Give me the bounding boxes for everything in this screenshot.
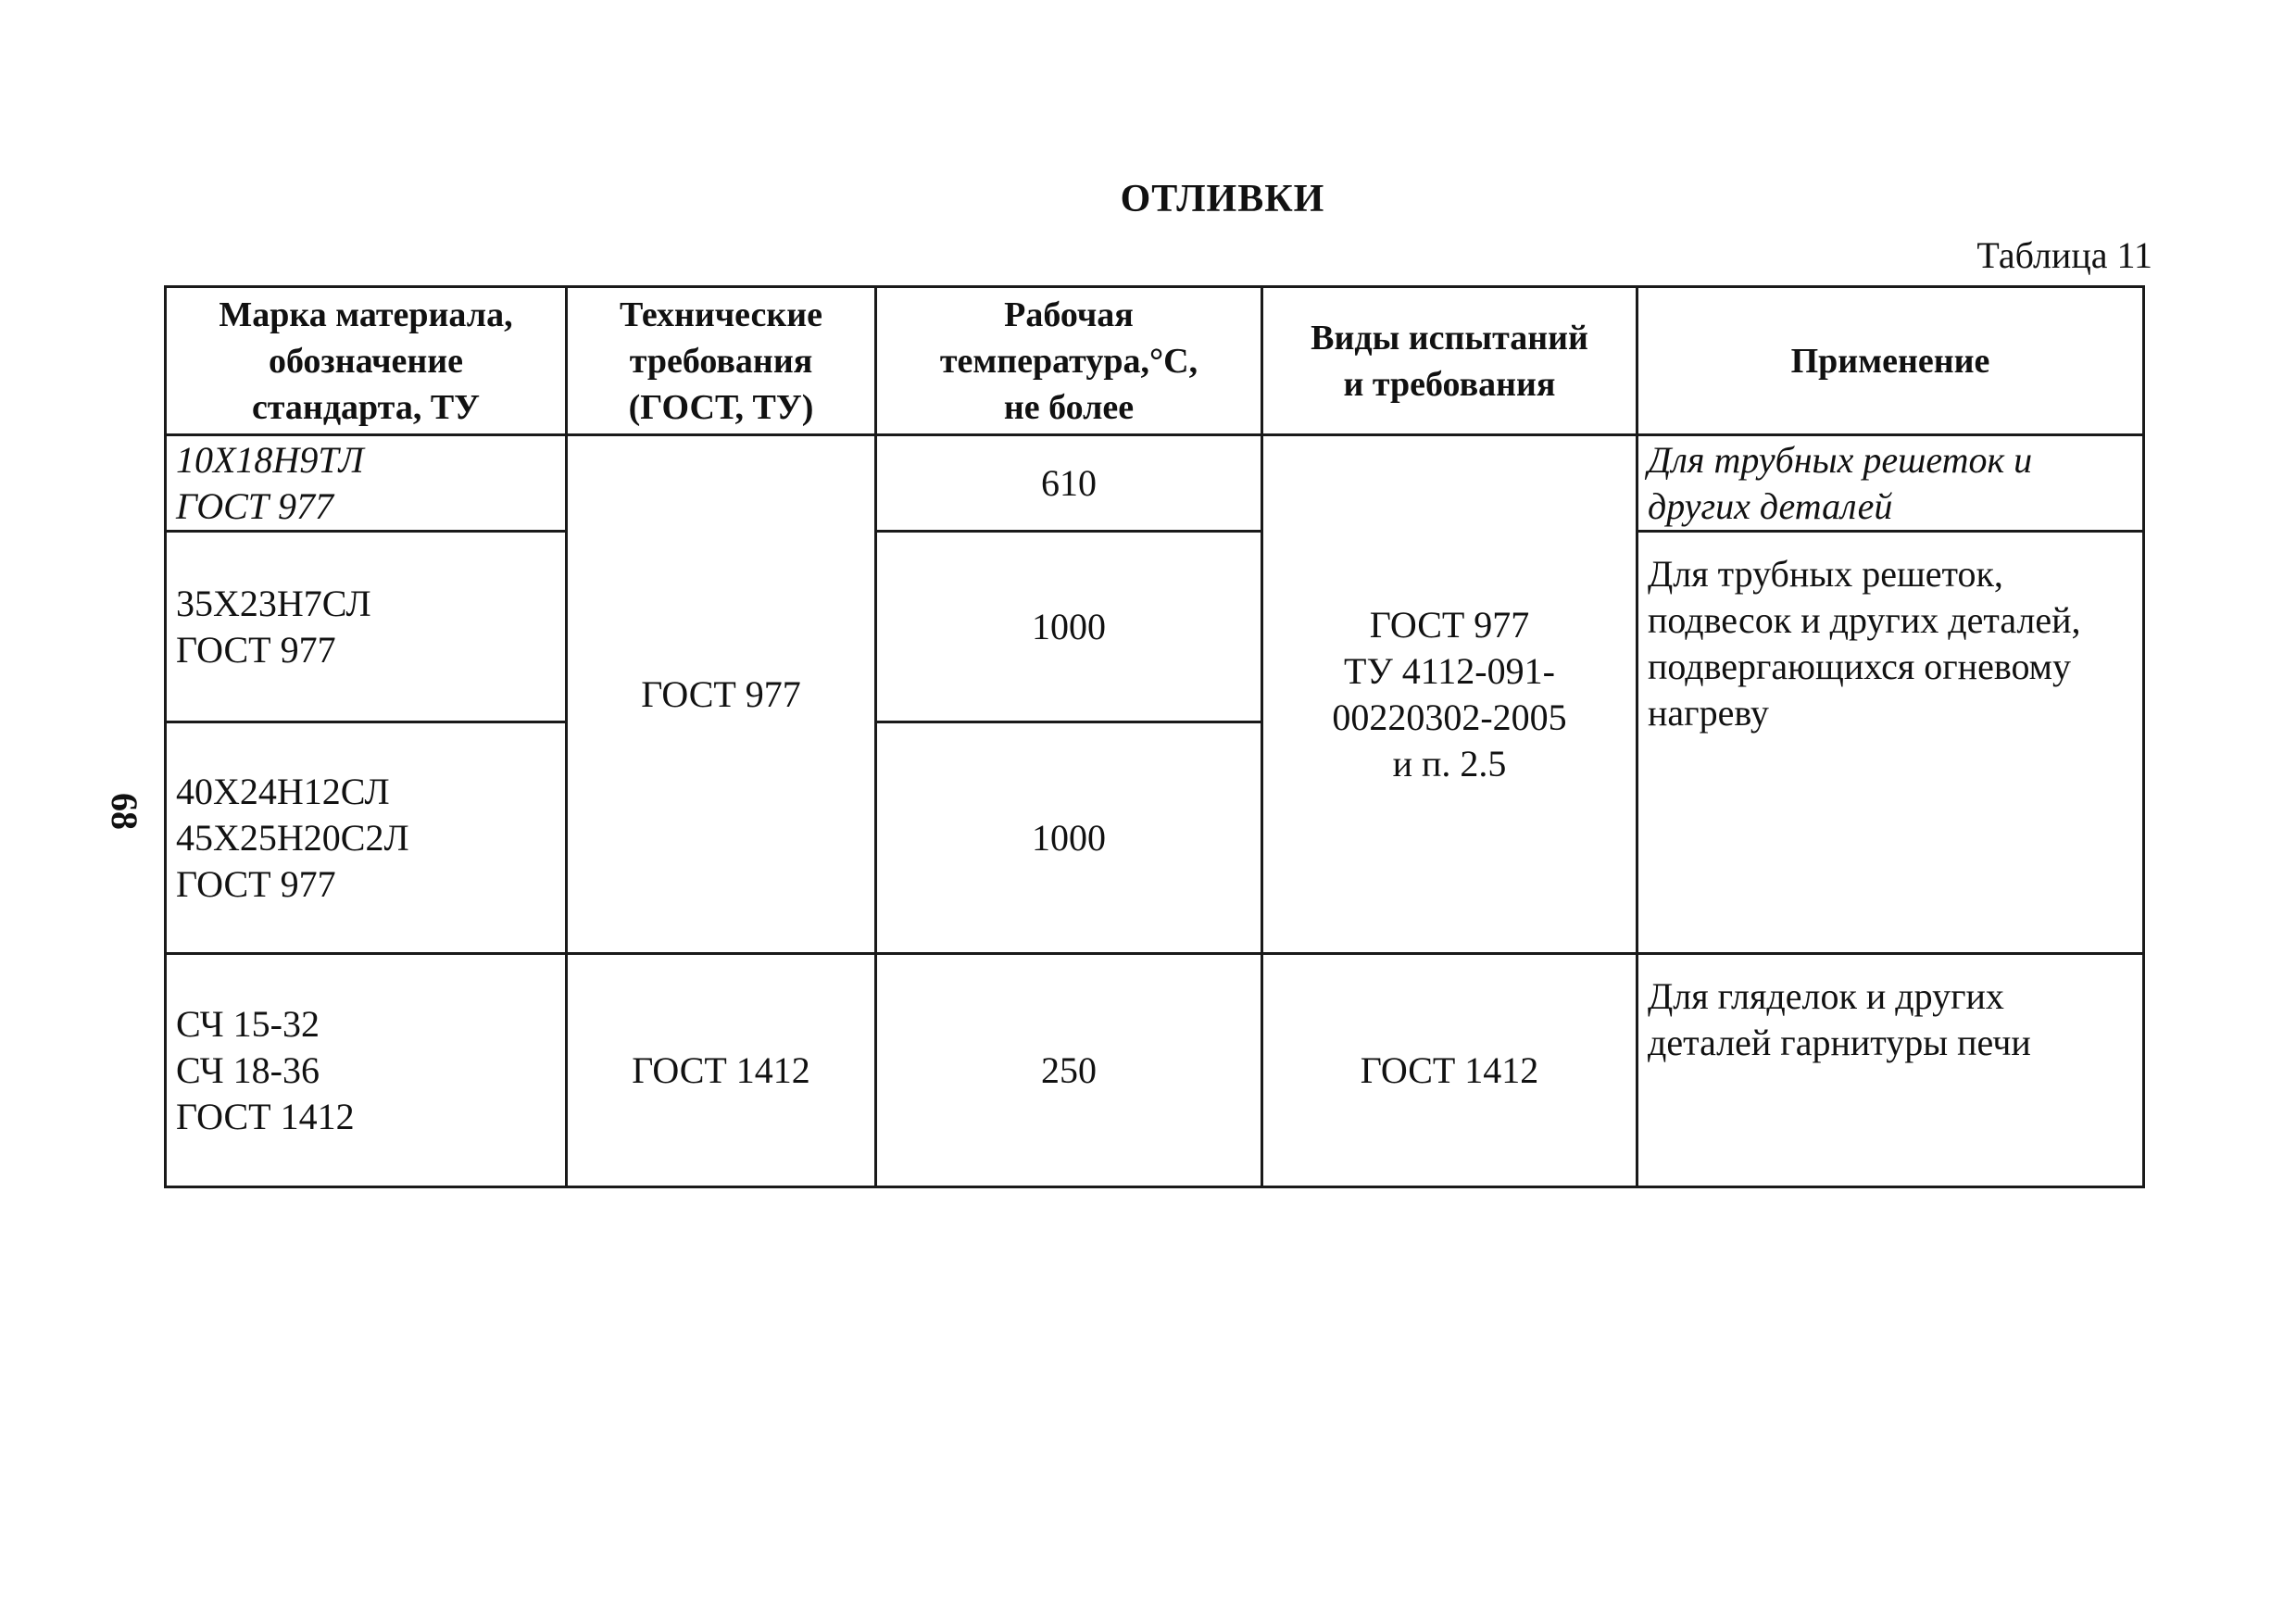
header-material: Марка материала, обозначение стандарта, ТУ [166, 287, 567, 435]
header-tech-requirements: Технические требования (ГОСТ, ТУ) [567, 287, 876, 435]
page-number: 68 [104, 793, 145, 830]
row1-application: Для трубных решеток и других деталей [1637, 435, 2144, 532]
table-row [166, 954, 2144, 1187]
tech-req-group1: ГОСТ 977 [567, 435, 876, 954]
tests-group1: ГОСТ 977 ТУ 4112-091- 00220302-2005 и п. 2.5 [1262, 435, 1637, 954]
row2-material: 35Х23Н7СЛ ГОСТ 977 [166, 532, 567, 722]
castings-table [164, 285, 2145, 1188]
header-working-temperature: Рабочая температура,°С, не более [876, 287, 1262, 435]
row1-temperature: 610 [876, 435, 1262, 532]
table-label: Таблица 11 [1976, 234, 2152, 276]
row2-application: Для трубных решеток, подвесок и других деталей, подвергающихся огневому нагреву [1637, 532, 2144, 954]
row1-material: 10Х18Н9ТЛ ГОСТ 977 [166, 435, 567, 532]
row4-tests: ГОСТ 1412 [1262, 954, 1637, 1187]
row4-application: Для гляделок и других деталей гарнитуры печи [1637, 954, 2144, 1187]
page-title: ОТЛИВКИ [1120, 178, 1325, 220]
row4-tech-req: ГОСТ 1412 [567, 954, 876, 1187]
table-row [166, 532, 2144, 722]
row3-material: 40Х24Н12СЛ 45Х25Н20С2Л ГОСТ 977 [166, 722, 567, 954]
row2-temperature: 1000 [876, 532, 1262, 722]
table-header-row [166, 287, 2144, 435]
header-application: Применение [1637, 287, 2144, 435]
table-row [166, 435, 2144, 532]
header-tests: Виды испытаний и требования [1262, 287, 1637, 435]
row4-temperature: 250 [876, 954, 1262, 1187]
row4-material: СЧ 15-32 СЧ 18-36 ГОСТ 1412 [166, 954, 567, 1187]
row3-temperature: 1000 [876, 722, 1262, 954]
